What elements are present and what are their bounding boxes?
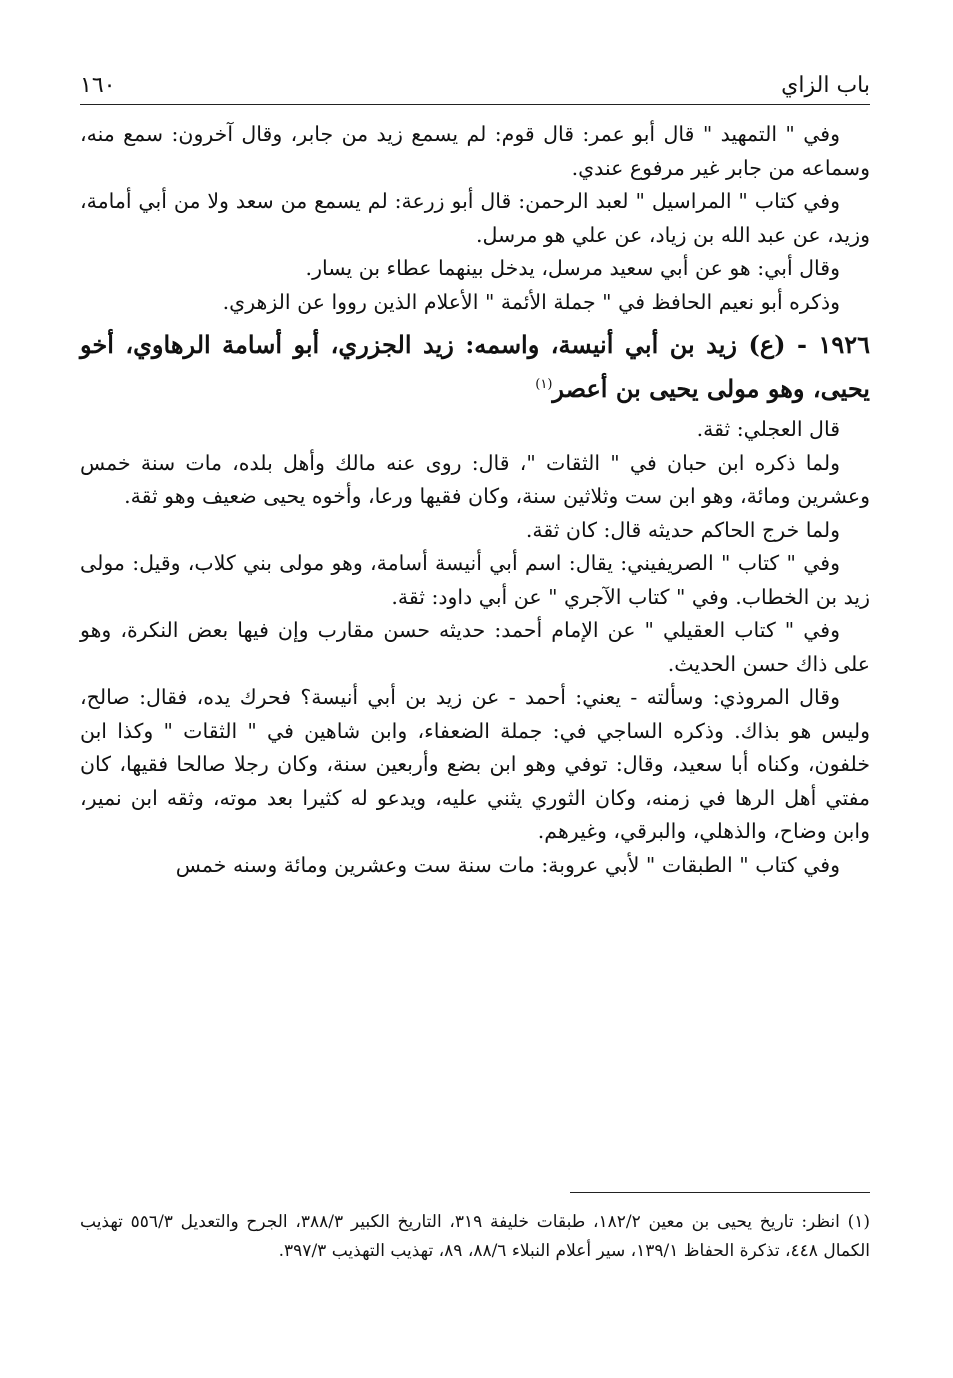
paragraph: وفي " كتاب العقيلي " عن الإمام أحمد: حديثه حسن مقارب وإن فيها بعض النكرة، وهو على ذاك حسن الحديث.	[80, 618, 870, 676]
footnotes	[80, 1208, 870, 1266]
entry-heading-text: ١٩٢٦ - (ع) زيد بن أبي أنيسة، واسمه: زيد الجزري، أبو أسامة الرهاوي، أخو يحيى، وهو مولى يحيى بن أعصر	[80, 330, 870, 403]
paragraph: ولما ذكره ابن حبان في " الثقات "، قال: روى عنه مالك وأهل بلده، مات سنة خمس وعشرين ومائة، وهو ابن ست وثلاثين سنة، وكان فقيها ورعا، وأخوه يحيى ضعيف وهو ثقة.	[80, 450, 870, 508]
paragraph: ولما خرج الحاكم حديثه قال: كان ثقة.	[525, 517, 840, 542]
entry-heading	[80, 325, 870, 409]
footnote-divider	[570, 1192, 870, 1193]
paragraph: وفي كتاب " المراسيل " لعبد الرحمن: قال أبو زرعة: لم يسمع من سعد ولا من أبي أمامة، وزيد، عن عبد الله بن زياد، عن علي هو مرسل.	[80, 189, 870, 247]
chapter-title: باب الزاي	[781, 73, 870, 98]
paragraph: وفي " التمهيد " قال أبو عمر: قال قوم: لم يسمع زيد من جابر، وقال آخرون: سمع منه، وسماعه من جابر غير مرفوع عندي.	[80, 122, 870, 180]
page-header	[80, 58, 870, 105]
paragraph: قال العجلي: ثقة.	[696, 417, 840, 441]
document-page	[80, 0, 870, 1378]
paragraph: وذكره أبو نعيم الحافظ في " جملة الأئمة " الأعلام الذين رووا عن الزهري.	[222, 289, 840, 314]
footnote-marker: (١)	[535, 377, 553, 392]
paragraph: وقال أبي: هو عن أبي سعيد مرسل، يدخل بينهما عطاء بن يسار.	[305, 256, 840, 280]
paragraph: وفي كتاب " الطبقات " لأبي عروبة: مات سنة ست وعشرين ومائة وسنه خمس	[175, 852, 840, 877]
page-number: ١٦٠	[80, 73, 116, 98]
paragraph: وقال المروذي: وسألته - يعني: أحمد - عن زيد بن أبي أنيسة؟ فحرك يده، فقال: صالح، وليس هو بذاك. وذكره الساجي في: جملة الضعفاء، وابن شاهين في " الثقات " وكذا ابن خلفون، وكناه أبا سعيد، وقال: توفي وهو ابن بضع وأربعين سنة، وكان رجلا صالحا فقيها، كان مفتي أهل الرها في زمنه، وكان الثوري يثني عليه، ويدعو له كثيرا بعد موته، وثقه ابن نمير، وابن وضاح، والذهلي، والبرقي، وغيرهم.	[80, 685, 870, 843]
footnote: (١) انظر: تاريخ يحيى بن معين ١٨٢/٢، طبقات خليفة ٣١٩، التاريخ الكبير ٣٨٨/٣، الجرح والتعديل ٥٥٦/٣ تهذيب الكمال ٤٤٨، تذكرة الحفاظ ١٣٩/١، سير أعلام النبلاء ٨٨/٦، ٨٩، تهذيب التهذيب ٣٩٧/٣.	[80, 1212, 870, 1261]
body-text	[80, 118, 870, 882]
paragraph: وفي " كتاب " الصريفيني: يقال: اسم أبي أنيسة أسامة، وهو مولى بني كلاب، وقيل: مولى زيد بن الخطاب. وفي " كتاب الآجري " عن أبي داود: ثقة.	[80, 551, 870, 609]
